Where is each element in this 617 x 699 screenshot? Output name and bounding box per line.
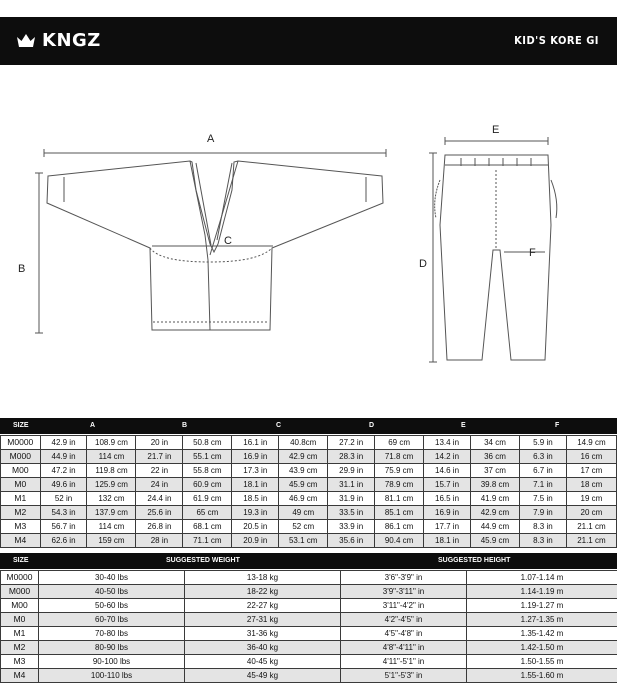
value-cell: 53.1 cm xyxy=(279,534,328,548)
table-row xyxy=(1,464,617,478)
table-row xyxy=(1,655,617,669)
value-cell: 1.27-1.35 m xyxy=(467,613,617,627)
value-cell: 44.9 cm xyxy=(470,520,519,534)
value-cell: 22 in xyxy=(136,464,183,478)
value-cell: 18.1 in xyxy=(424,534,471,548)
value-cell: 42.9 cm xyxy=(279,450,328,464)
value-cell: 42.9 in xyxy=(40,436,87,450)
dimension-a xyxy=(44,149,386,157)
value-cell: 27.2 in xyxy=(328,436,375,450)
value-cell: 71.8 cm xyxy=(375,450,424,464)
size-cell: M3 xyxy=(1,520,41,534)
size-cell: M1 xyxy=(1,492,41,506)
value-cell: 46.9 cm xyxy=(279,492,328,506)
value-cell: 20 in xyxy=(136,436,183,450)
table-row xyxy=(1,585,617,599)
value-cell: 49 cm xyxy=(279,506,328,520)
value-cell: 52 in xyxy=(40,492,87,506)
dimension-b xyxy=(35,173,43,333)
header-bar xyxy=(0,17,617,65)
value-cell: 55.8 cm xyxy=(183,464,232,478)
value-cell: 16.1 in xyxy=(232,436,279,450)
value-cell: 137.9 cm xyxy=(87,506,136,520)
col-size-2: SIZE xyxy=(13,557,29,564)
value-cell: 21.1 cm xyxy=(566,534,616,548)
value-cell: 75.9 cm xyxy=(375,464,424,478)
value-cell: 26.8 in xyxy=(136,520,183,534)
value-cell: 16.9 in xyxy=(424,506,471,520)
value-cell: 19.3 in xyxy=(232,506,279,520)
value-cell: 1.42-1.50 m xyxy=(467,641,617,655)
value-cell: 108.9 cm xyxy=(87,436,136,450)
value-cell: 28.3 in xyxy=(328,450,375,464)
value-cell: 71.1 cm xyxy=(183,534,232,548)
value-cell: 15.7 in xyxy=(424,478,471,492)
value-cell: 50-60 lbs xyxy=(39,599,185,613)
table-row xyxy=(1,627,617,641)
value-cell: 4'5"-4'8" in xyxy=(341,627,467,641)
value-cell: 5'1"-5'3" in xyxy=(341,669,467,683)
value-cell: 62.6 in xyxy=(40,534,87,548)
table-row xyxy=(1,534,617,548)
size-cell: M4 xyxy=(1,669,39,683)
value-cell: 4'8"-4'11" in xyxy=(341,641,467,655)
size-cell: M0000 xyxy=(1,571,39,585)
value-cell: 1.14-1.19 m xyxy=(467,585,617,599)
dimension-d xyxy=(429,153,437,362)
label-d: D xyxy=(419,258,427,270)
value-cell: 7.9 in xyxy=(519,506,566,520)
value-cell: 8.3 in xyxy=(519,520,566,534)
table-row xyxy=(1,506,617,520)
value-cell: 54.3 in xyxy=(40,506,87,520)
table-row xyxy=(1,669,617,683)
value-cell: 33.5 in xyxy=(328,506,375,520)
value-cell: 28 in xyxy=(136,534,183,548)
measurement-table xyxy=(0,435,617,548)
value-cell: 49.6 in xyxy=(40,478,87,492)
value-cell: 18 cm xyxy=(566,478,616,492)
value-cell: 27-31 kg xyxy=(185,613,341,627)
value-cell: 31.9 in xyxy=(328,492,375,506)
value-cell: 3'11"-4'2" in xyxy=(341,599,467,613)
size-cell: M0000 xyxy=(1,436,41,450)
value-cell: 14.2 in xyxy=(424,450,471,464)
value-cell: 86.1 cm xyxy=(375,520,424,534)
label-c: C xyxy=(224,235,232,247)
value-cell: 13.4 in xyxy=(424,436,471,450)
value-cell: 16.9 in xyxy=(232,450,279,464)
value-cell: 31-36 kg xyxy=(185,627,341,641)
value-cell: 69 cm xyxy=(375,436,424,450)
value-cell: 18.5 in xyxy=(232,492,279,506)
label-a: A xyxy=(207,133,215,145)
value-cell: 1.19-1.27 m xyxy=(467,599,617,613)
value-cell: 21.7 in xyxy=(136,450,183,464)
value-cell: 85.1 cm xyxy=(375,506,424,520)
value-cell: 31.1 in xyxy=(328,478,375,492)
value-cell: 29.9 in xyxy=(328,464,375,478)
value-cell: 55.1 cm xyxy=(183,450,232,464)
label-e: E xyxy=(492,124,500,136)
value-cell: 44.9 in xyxy=(40,450,87,464)
value-cell: 42.9 cm xyxy=(470,506,519,520)
value-cell: 33.9 in xyxy=(328,520,375,534)
value-cell: 125.9 cm xyxy=(87,478,136,492)
dimension-e xyxy=(445,137,548,145)
table-row xyxy=(1,613,617,627)
value-cell: 45-49 kg xyxy=(185,669,341,683)
value-cell: 50.8 cm xyxy=(183,436,232,450)
value-cell: 40-45 kg xyxy=(185,655,341,669)
value-cell: 61.9 cm xyxy=(183,492,232,506)
value-cell: 17 cm xyxy=(566,464,616,478)
table-row xyxy=(1,450,617,464)
size-cell: M2 xyxy=(1,506,41,520)
value-cell: 1.35-1.42 m xyxy=(467,627,617,641)
value-cell: 114 cm xyxy=(87,450,136,464)
table-row xyxy=(1,436,617,450)
value-cell: 21.1 cm xyxy=(566,520,616,534)
value-cell: 20.5 in xyxy=(232,520,279,534)
weight-height-table xyxy=(0,570,617,683)
value-cell: 45.9 cm xyxy=(470,534,519,548)
measure-table-header xyxy=(0,418,617,434)
table-row xyxy=(1,599,617,613)
value-cell: 5.9 in xyxy=(519,436,566,450)
gi-measurement-diagram xyxy=(0,70,617,410)
col-e: E xyxy=(461,422,466,429)
col-b: B xyxy=(182,422,188,429)
value-cell: 17.3 in xyxy=(232,464,279,478)
crown-icon xyxy=(16,33,36,49)
col-weight: SUGGESTED WEIGHT xyxy=(166,557,240,564)
value-cell: 40-50 lbs xyxy=(39,585,185,599)
size-cell: M000 xyxy=(1,450,41,464)
value-cell: 16.5 in xyxy=(424,492,471,506)
value-cell: 20.9 in xyxy=(232,534,279,548)
value-cell: 14.9 cm xyxy=(566,436,616,450)
col-a: A xyxy=(90,422,96,429)
col-c: C xyxy=(276,422,282,429)
weight-table-header xyxy=(0,553,617,569)
size-cell: M1 xyxy=(1,627,39,641)
value-cell: 17.7 in xyxy=(424,520,471,534)
page-title: KID'S KORE GI xyxy=(514,34,599,47)
value-cell: 3'9"-3'11" in xyxy=(341,585,467,599)
size-cell: M4 xyxy=(1,534,41,548)
col-height: SUGGESTED HEIGHT xyxy=(438,557,511,564)
value-cell: 1.07-1.14 m xyxy=(467,571,617,585)
col-f: F xyxy=(555,422,560,429)
value-cell: 78.9 cm xyxy=(375,478,424,492)
value-cell: 24 in xyxy=(136,478,183,492)
value-cell: 6.7 in xyxy=(519,464,566,478)
value-cell: 19 cm xyxy=(566,492,616,506)
value-cell: 41.9 cm xyxy=(470,492,519,506)
size-cell: M000 xyxy=(1,585,39,599)
value-cell: 90.4 cm xyxy=(375,534,424,548)
value-cell: 18-22 kg xyxy=(185,585,341,599)
value-cell: 8.3 in xyxy=(519,534,566,548)
value-cell: 3'6"-3'9" in xyxy=(341,571,467,585)
value-cell: 60-70 lbs xyxy=(39,613,185,627)
value-cell: 36 cm xyxy=(470,450,519,464)
value-cell: 4'11"-5'1" in xyxy=(341,655,467,669)
pants-drawing xyxy=(435,155,557,360)
value-cell: 37 cm xyxy=(470,464,519,478)
value-cell: 14.6 in xyxy=(424,464,471,478)
value-cell: 4'2"-4'5" in xyxy=(341,613,467,627)
table-row xyxy=(1,492,617,506)
col-size: SIZE xyxy=(13,422,29,429)
value-cell: 56.7 in xyxy=(40,520,87,534)
label-f: F xyxy=(529,247,536,259)
value-cell: 22-27 kg xyxy=(185,599,341,613)
size-cell: M0 xyxy=(1,613,39,627)
value-cell: 34 cm xyxy=(470,436,519,450)
value-cell: 16 cm xyxy=(566,450,616,464)
size-cell: M2 xyxy=(1,641,39,655)
col-d: D xyxy=(369,422,375,429)
size-cell: M0 xyxy=(1,478,41,492)
value-cell: 159 cm xyxy=(87,534,136,548)
value-cell: 52 cm xyxy=(279,520,328,534)
brand-logo xyxy=(16,30,101,51)
value-cell: 65 cm xyxy=(183,506,232,520)
brand-name: KNGZ xyxy=(42,30,101,51)
value-cell: 20 cm xyxy=(566,506,616,520)
value-cell: 13-18 kg xyxy=(185,571,341,585)
value-cell: 24.4 in xyxy=(136,492,183,506)
value-cell: 100-110 lbs xyxy=(39,669,185,683)
value-cell: 35.6 in xyxy=(328,534,375,548)
value-cell: 119.8 cm xyxy=(87,464,136,478)
size-cell: M3 xyxy=(1,655,39,669)
value-cell: 30-40 lbs xyxy=(39,571,185,585)
table-row xyxy=(1,571,617,585)
value-cell: 81.1 cm xyxy=(375,492,424,506)
value-cell: 6.3 in xyxy=(519,450,566,464)
value-cell: 18.1 in xyxy=(232,478,279,492)
value-cell: 7.5 in xyxy=(519,492,566,506)
value-cell: 70-80 lbs xyxy=(39,627,185,641)
value-cell: 47.2 in xyxy=(40,464,87,478)
value-cell: 90-100 lbs xyxy=(39,655,185,669)
label-b: B xyxy=(18,263,26,275)
value-cell: 1.50-1.55 m xyxy=(467,655,617,669)
value-cell: 45.9 cm xyxy=(279,478,328,492)
value-cell: 43.9 cm xyxy=(279,464,328,478)
value-cell: 1.55-1.60 m xyxy=(467,669,617,683)
value-cell: 40.8cm xyxy=(279,436,328,450)
table-row xyxy=(1,641,617,655)
value-cell: 80-90 lbs xyxy=(39,641,185,655)
value-cell: 114 cm xyxy=(87,520,136,534)
value-cell: 36-40 kg xyxy=(185,641,341,655)
table-row xyxy=(1,478,617,492)
value-cell: 60.9 cm xyxy=(183,478,232,492)
table-row xyxy=(1,520,617,534)
value-cell: 39.8 cm xyxy=(470,478,519,492)
value-cell: 7.1 in xyxy=(519,478,566,492)
size-cell: M00 xyxy=(1,599,39,613)
value-cell: 132 cm xyxy=(87,492,136,506)
value-cell: 68.1 cm xyxy=(183,520,232,534)
value-cell: 25.6 in xyxy=(136,506,183,520)
size-cell: M00 xyxy=(1,464,41,478)
